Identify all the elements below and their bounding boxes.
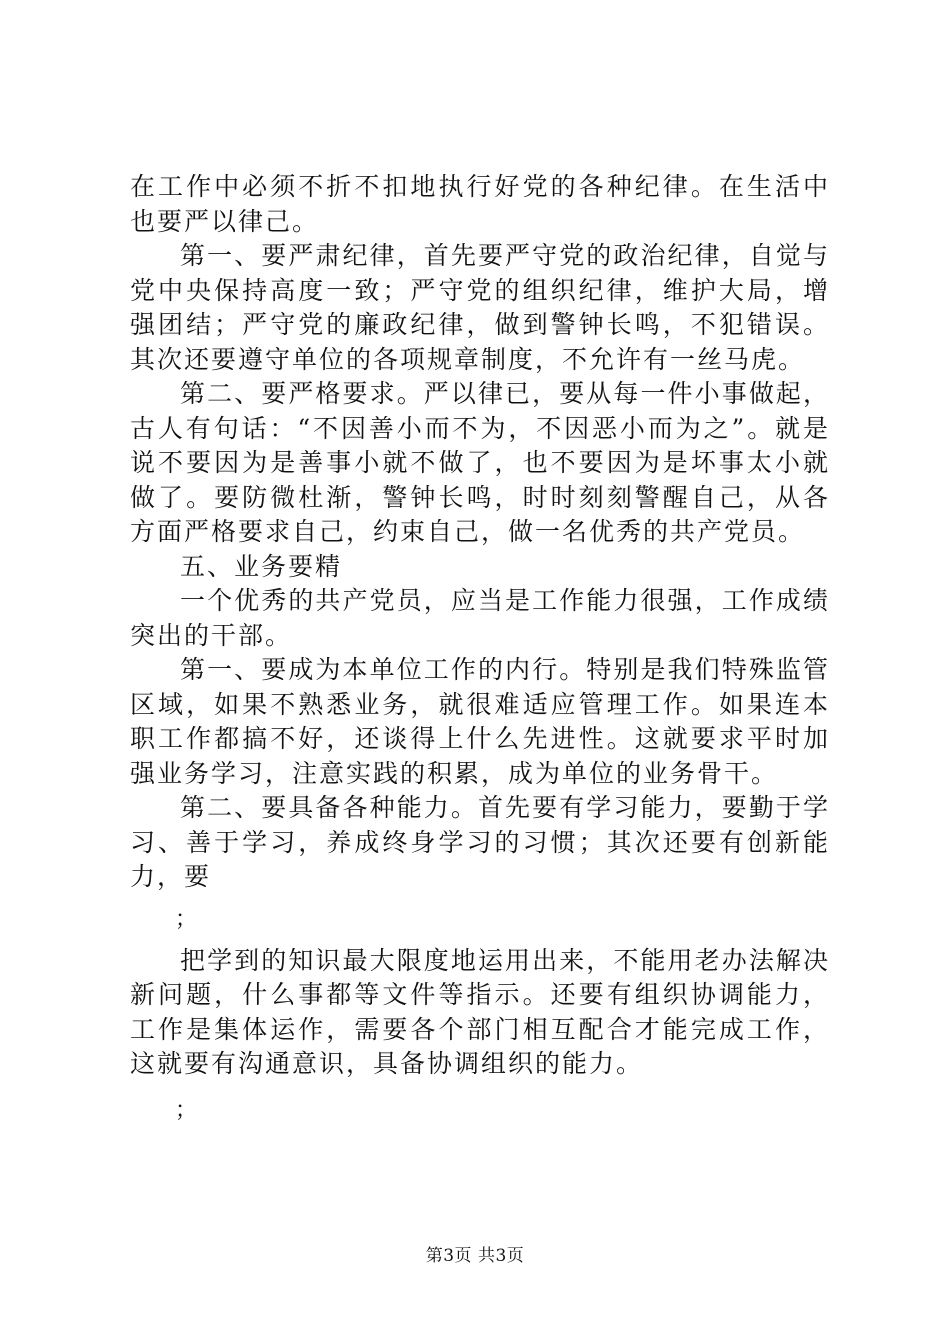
paragraph-6: 第二、要具备各种能力。首先要有学习能力，要勤于学习、善于学习，养成终身学习的习惯；其次还要有创新能力，要 [130,793,830,891]
paragraph-7: 把学到的知识最大限度地运用出来，不能用老办法解决新问题，什么事都等文件等指示。还要有组织协调能力，工作是集体运作，需要各个部门相互配合才能完成工作，这就要有沟通意识，具备协调组织的能力。 [130,945,830,1078]
paragraph-4: 一个优秀的共产党员，应当是工作能力很强，工作成绩突出的干部。 [130,586,830,650]
paragraph-1: 在工作中必须不折不扣地执行好党的各种纪律。在生活中也要严以律己。 [130,172,830,236]
section-heading: 五、业务要精 [180,551,343,581]
semicolon-mark-1: ； [175,906,198,932]
paragraph-2: 第一、要严肃纪律，首先要严守党的政治纪律，自觉与党中央保持高度一致；严守党的组织纪律，维护大局，增强团结；严守党的廉政纪律，做到警钟长鸣，不犯错误。其次还要遵守单位的各项规章制度，不允许有一丝马虎。 [130,241,830,374]
paragraph-5: 第一、要成为本单位工作的内行。特别是我们特殊监管区域，如果不熟悉业务，就很难适应管理工作。如果连本职工作都搞不好，还谈得上什么先进性。这就要求平时加强业务学习，注意实践的积累，成为单位的业务骨干。 [130,655,830,788]
paragraph-3: 第二、要严格要求。严以律已，要从每一件小事做起，古人有句话：“不因善小而不为，不因恶小而为之”。就是说不要因为是善事小就不做了，也不要因为是坏事太小就做了。要防微杜渐，警钟长鸣，时时刻刻警醒自己，从各方面严格要求自己，约束自己，做一名优秀的共产党员。 [130,379,830,546]
page-number: 第3页 共3页 [425,1246,525,1266]
semicolon-mark-2: ； [175,1097,198,1123]
page-footer [0,1246,950,1266]
document-body [130,170,830,1135]
